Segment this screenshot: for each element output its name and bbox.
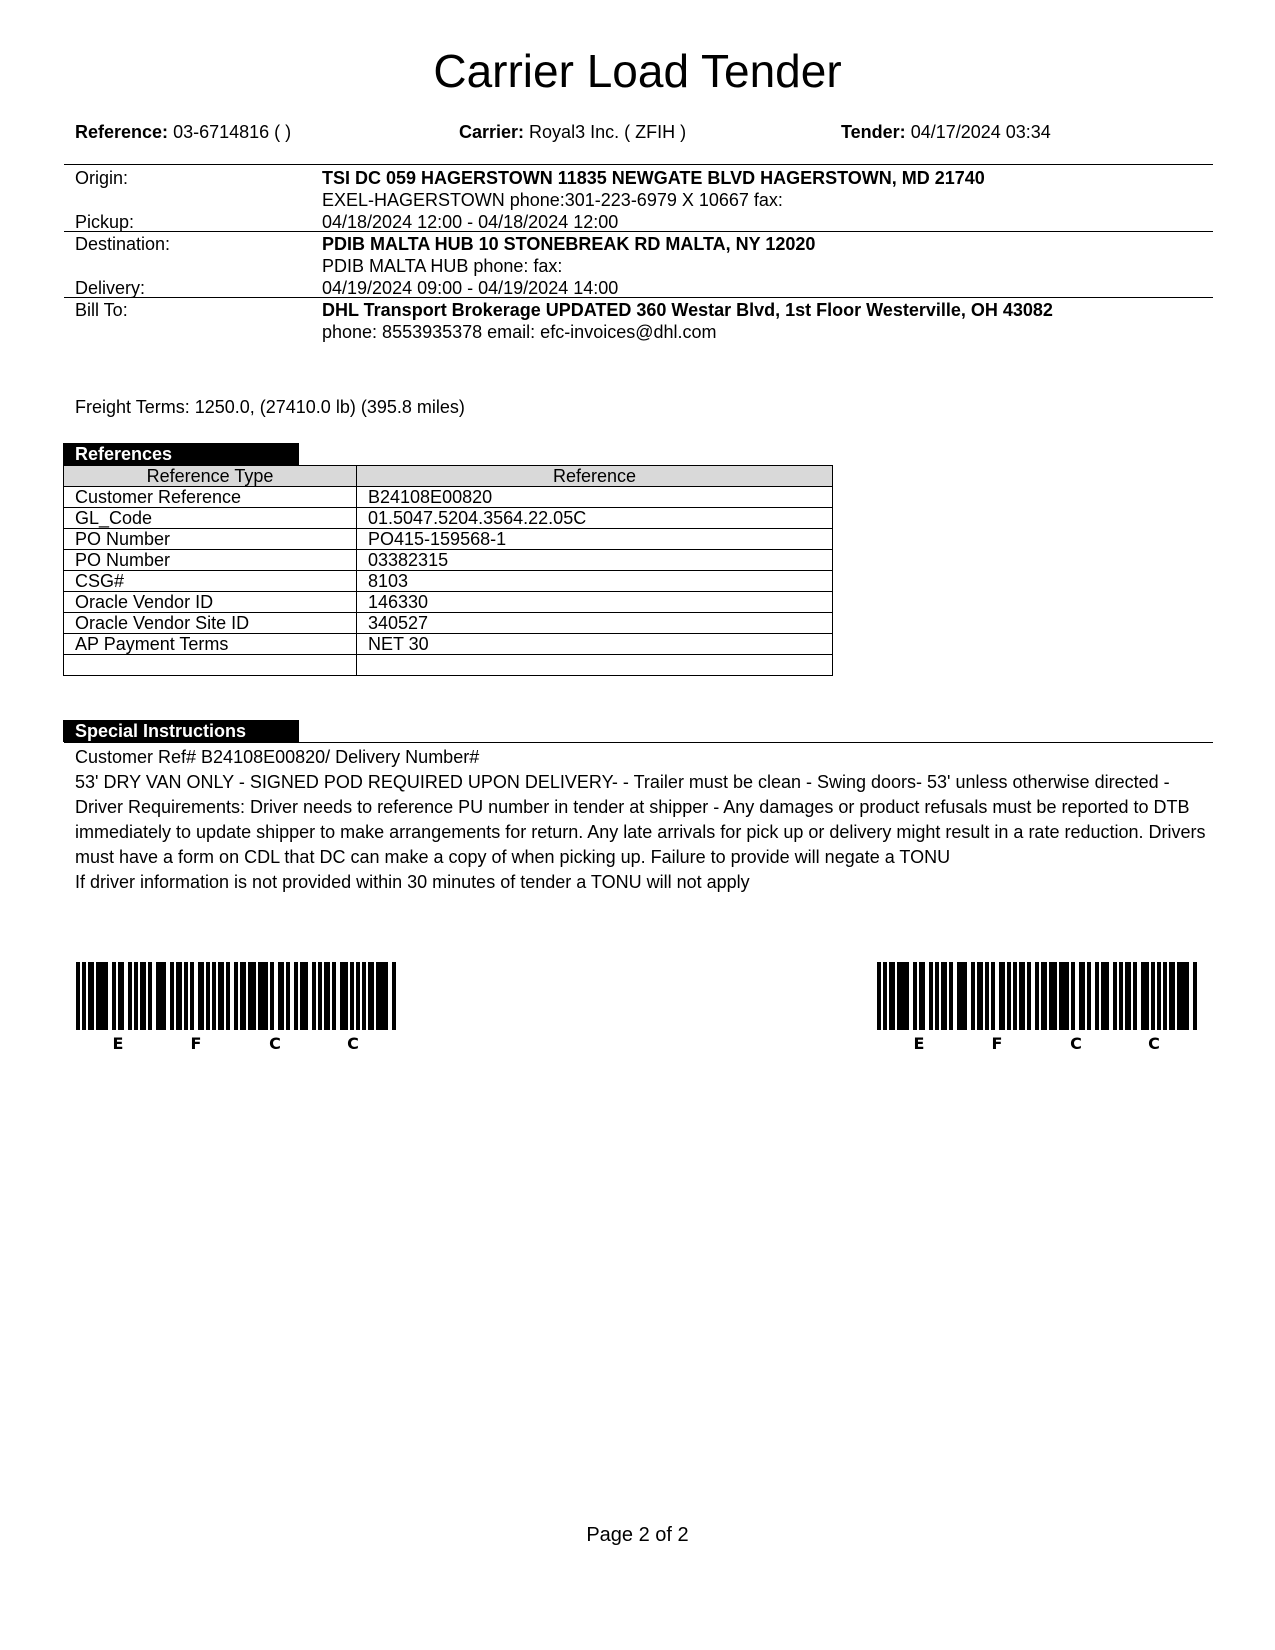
barcode-bar: [883, 962, 887, 1030]
delivery-window: 04/19/2024 09:00 - 04/19/2024 14:00: [322, 278, 619, 298]
barcode-bar: [176, 962, 182, 1030]
barcode-bar: [1163, 962, 1167, 1030]
barcode-bar: [1119, 962, 1123, 1030]
barcode-bar: [1193, 962, 1197, 1030]
barcode-bar: [1141, 962, 1149, 1030]
bill-to-address: DHL Transport Brokerage UPDATED 360 Westar Blvd, 1st Floor Westerville, OH 43082: [322, 300, 1053, 320]
barcode-text: [76, 1032, 396, 1052]
special-instructions-text: [75, 745, 1215, 895]
pickup-label: Pickup:: [75, 212, 135, 232]
barcode-bar: [877, 962, 881, 1030]
barcode-bar: [919, 962, 925, 1030]
barcode-letter: C: [1070, 1034, 1082, 1053]
barcode-bar: [392, 962, 396, 1030]
references-table: [63, 465, 833, 676]
reference-value-cell: 03382315: [357, 550, 833, 571]
carrier-value: Royal3 Inc. ( ZFIH ): [529, 122, 687, 142]
table-row: [64, 529, 833, 550]
column-header-reference: Reference: [357, 466, 833, 487]
barcode-bar: [148, 962, 152, 1030]
table-row: [64, 487, 833, 508]
special-instructions-body: 53' DRY VAN ONLY - SIGNED POD REQUIRED UPON DELIVERY- - Trailer must be clean - Swing doors- 53' unless otherwise directed - Driver Requirements: Driver needs to reference PU number in tender at shipper - Any damages or product refusals must be reported to DTB immediately to update shipper to make arrangements for return. Any late arrivals for pick up or delivery might result in a rate reduction. Drivers must have a form on CDL that DC can make a copy of when picking up. Failure to provide will negate a TONU: [75, 772, 1206, 867]
reference-type-cell: [64, 655, 357, 676]
barcode-bar: [300, 962, 308, 1030]
barcode-bar: [312, 962, 316, 1030]
delivery-label: Delivery:: [75, 278, 146, 298]
page-number: Page 2 of 2: [586, 1524, 689, 1546]
barcode-bar: [218, 962, 224, 1030]
divider: [64, 742, 1213, 743]
reference-type-cell: GL_Code: [64, 508, 357, 529]
reference-value-cell: [357, 655, 833, 676]
barcode-bar: [1125, 962, 1131, 1030]
barcode-bar: [184, 962, 188, 1030]
reference-type-cell: PO Number: [64, 550, 357, 571]
pickup-window: 04/18/2024 12:00 - 04/18/2024 12:00: [322, 212, 619, 232]
references-heading: References: [63, 443, 299, 465]
barcode-bar: [212, 962, 216, 1030]
barcode-bar: [1041, 962, 1047, 1030]
reference-value-cell: B24108E00820: [357, 487, 833, 508]
bill-to-contact: phone: 8553935378 email: efc-invoices@dhl.com: [322, 322, 717, 342]
barcode-bar: [1019, 962, 1025, 1030]
barcode-bar: [957, 962, 967, 1030]
barcode-bar: [376, 962, 388, 1030]
column-header-reference-type: Reference Type: [64, 466, 357, 487]
table-row: [64, 550, 833, 571]
barcode-letter: F: [190, 1034, 202, 1053]
reference-value-cell: 146330: [357, 592, 833, 613]
barcode-bar: [128, 962, 132, 1030]
barcode-bar: [929, 962, 933, 1030]
barcode: [877, 962, 1197, 1052]
barcode-letter: C: [1148, 1034, 1160, 1053]
reference-value-cell: 8103: [357, 571, 833, 592]
special-instructions-line: Customer Ref# B24108E00820/ Delivery Number#: [75, 747, 480, 767]
bill-to-label: Bill To:: [75, 300, 128, 320]
barcode-bar: [991, 962, 995, 1030]
origin-contact: EXEL-HAGERSTOWN phone:301-223-6979 X 10667 fax:: [322, 190, 783, 210]
barcode-bar: [1113, 962, 1117, 1030]
barcode-letter: E: [112, 1034, 124, 1053]
barcode-bar: [949, 962, 953, 1030]
barcode-letter: E: [913, 1034, 925, 1053]
table-row: [64, 571, 833, 592]
reference-type-cell: AP Payment Terms: [64, 634, 357, 655]
divider: [64, 297, 1213, 298]
barcode-letter: C: [347, 1034, 359, 1053]
barcode-bar: [1151, 962, 1155, 1030]
barcode-bar: [1169, 962, 1175, 1030]
barcode-bar: [234, 962, 238, 1030]
barcode-bar: [240, 962, 246, 1030]
barcode-bar: [270, 962, 274, 1030]
reference-value-cell: PO415-159568-1: [357, 529, 833, 550]
barcode-bar: [1133, 962, 1137, 1030]
barcode-bar: [118, 962, 124, 1030]
carrier-label: Carrier:: [459, 122, 525, 142]
barcode-bar: [1007, 962, 1011, 1030]
barcode-bar: [356, 962, 360, 1030]
barcode-bar: [248, 962, 256, 1030]
reference-field: [75, 121, 291, 143]
barcode-bar: [350, 962, 354, 1030]
barcode-bar: [340, 962, 348, 1030]
barcode-bar: [1087, 962, 1091, 1030]
table-row: [64, 592, 833, 613]
barcode-bars: [877, 962, 1197, 1032]
barcode-bar: [140, 962, 146, 1030]
barcode-bar: [258, 962, 268, 1030]
reference-value-cell: NET 30: [357, 634, 833, 655]
barcode-bar: [82, 962, 86, 1030]
barcode-bar: [226, 962, 230, 1030]
reference-value-cell: 340527: [357, 613, 833, 634]
tender-value: 04/17/2024 03:34: [910, 122, 1051, 142]
barcode-bar: [190, 962, 194, 1030]
barcode-letter: F: [991, 1034, 1003, 1053]
barcode-bar: [206, 962, 210, 1030]
reference-value-cell: 01.5047.5204.3564.22.05C: [357, 508, 833, 529]
barcode-bars: [76, 962, 396, 1032]
barcode-bar: [1101, 962, 1109, 1030]
barcode-bar: [198, 962, 204, 1030]
carrier-field: [459, 121, 686, 143]
special-instructions-heading: Special Instructions: [63, 720, 299, 742]
barcode-bar: [935, 962, 939, 1030]
destination-contact: PDIB MALTA HUB phone: fax:: [322, 256, 563, 276]
barcode-letter: C: [269, 1034, 281, 1053]
table-header-row: [64, 466, 833, 487]
destination-address: PDIB MALTA HUB 10 STONEBREAK RD MALTA, NY 12020: [322, 234, 816, 254]
barcode-bar: [332, 962, 336, 1030]
barcode-bar: [985, 962, 989, 1030]
barcode-bar: [362, 962, 366, 1030]
table-row: [64, 508, 833, 529]
barcode-bar: [368, 962, 374, 1030]
barcode-bar: [170, 962, 174, 1030]
barcode-bar: [278, 962, 284, 1030]
barcode-bar: [1177, 962, 1189, 1030]
barcode-bar: [286, 962, 290, 1030]
barcode-bar: [318, 962, 322, 1030]
origin-address: TSI DC 059 HAGERSTOWN 11835 NEWGATE BLVD HAGERSTOWN, MD 21740: [322, 168, 985, 188]
barcode-bar: [941, 962, 947, 1030]
barcode-bar: [88, 962, 94, 1030]
barcode-text: [877, 1032, 1197, 1052]
tender-field: [841, 121, 1051, 143]
barcode-bar: [1095, 962, 1099, 1030]
barcode-bar: [156, 962, 166, 1030]
reference-type-cell: Customer Reference: [64, 487, 357, 508]
reference-type-cell: PO Number: [64, 529, 357, 550]
divider: [64, 164, 1213, 165]
barcode-bar: [1157, 962, 1161, 1030]
freight-terms: Freight Terms: 1250.0, (27410.0 lb) (395.8 miles): [75, 397, 465, 417]
barcode-bar: [1071, 962, 1075, 1030]
table-row: [64, 634, 833, 655]
barcode-bar: [324, 962, 330, 1030]
barcode-bar: [134, 962, 138, 1030]
barcode-bar: [1035, 962, 1039, 1030]
barcode-bar: [1013, 962, 1017, 1030]
barcode: [76, 962, 396, 1052]
reference-type-cell: CSG#: [64, 571, 357, 592]
barcode-bar: [971, 962, 975, 1030]
barcode-bar: [999, 962, 1005, 1030]
barcode-bar: [1027, 962, 1031, 1030]
barcode-bar: [1079, 962, 1085, 1030]
table-row: [64, 613, 833, 634]
barcode-bar: [1049, 962, 1057, 1030]
table-row: [64, 655, 833, 676]
barcode-bar: [897, 962, 909, 1030]
barcode-bar: [889, 962, 895, 1030]
destination-label: Destination:: [75, 234, 171, 254]
barcode-bar: [913, 962, 917, 1030]
origin-label: Origin:: [75, 168, 129, 188]
reference-type-cell: Oracle Vendor Site ID: [64, 613, 357, 634]
special-instructions-line: If driver information is not provided within 30 minutes of tender a TONU will not apply: [75, 872, 750, 892]
barcode-bar: [294, 962, 298, 1030]
barcode-bar: [76, 962, 80, 1030]
barcode-bar: [96, 962, 108, 1030]
barcode-bar: [1059, 962, 1069, 1030]
divider: [64, 231, 1213, 232]
reference-value: 03-6714816 ( ): [173, 122, 292, 142]
tender-label: Tender:: [841, 122, 906, 142]
document-title: Carrier Load Tender: [433, 45, 842, 97]
reference-label: Reference:: [75, 122, 169, 142]
barcode-bar: [112, 962, 116, 1030]
barcode-bar: [977, 962, 983, 1030]
reference-type-cell: Oracle Vendor ID: [64, 592, 357, 613]
